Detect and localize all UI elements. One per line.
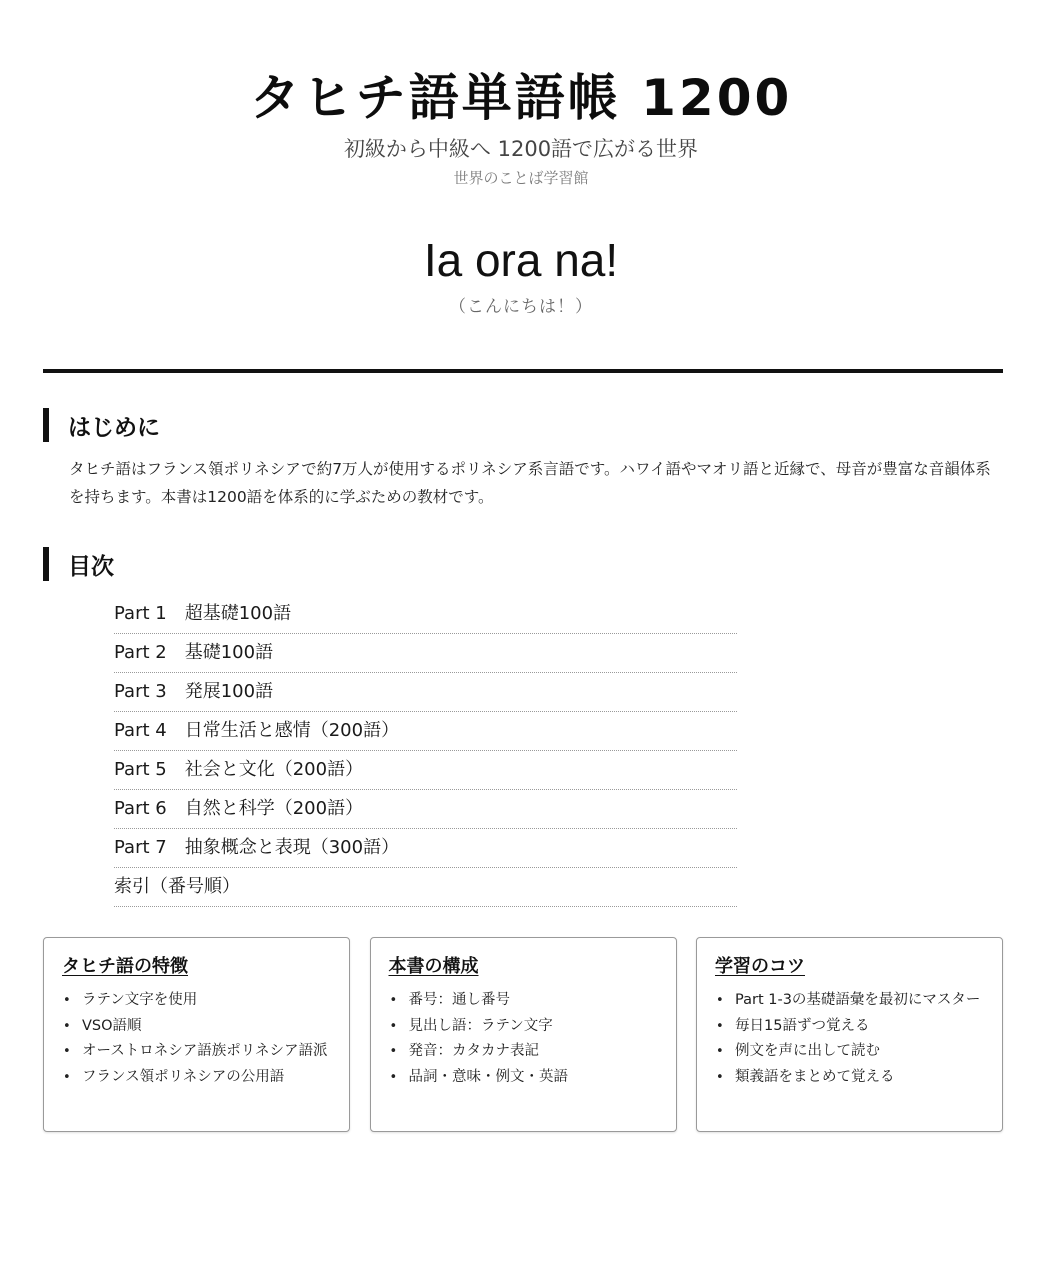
list-item: • Part 1-3の基礎語彙を最初にマスター xyxy=(715,988,988,1014)
list-item: • フランス領ポリネシアの公用語 xyxy=(62,1065,335,1091)
card-features xyxy=(43,937,350,1132)
toc-item-part-5[interactable]: Part 5 社会と文化（200語） xyxy=(114,752,737,790)
toc-item-part-4[interactable]: Part 4 日常生活と感情（200語） xyxy=(114,713,737,751)
list-item: • VSO語順 xyxy=(62,1014,335,1040)
greeting-translation: （こんにちは！） xyxy=(449,297,593,317)
heading-bar-icon xyxy=(43,408,49,442)
header-divider xyxy=(43,369,1003,373)
publisher-name: 世界のことば学習館 xyxy=(453,169,589,187)
card-structure-list xyxy=(389,988,662,1090)
card-features-list xyxy=(62,988,335,1090)
toc-item-part-2[interactable]: Part 2 基礎100語 xyxy=(114,635,737,673)
card-features-title: タヒチ語の特徴 xyxy=(62,956,188,977)
toc-item-part-1[interactable]: Part 1 超基礎100語 xyxy=(114,596,737,634)
card-structure-title: 本書の構成 xyxy=(388,956,479,977)
greeting-phrase: Ia ora na! xyxy=(423,234,619,286)
page-title: タヒチ語単語帳 1200 xyxy=(249,69,793,127)
list-item: • 例文を声に出して読む xyxy=(715,1039,988,1065)
toc-heading xyxy=(43,546,114,582)
card-structure xyxy=(370,937,677,1132)
list-item: • オーストロネシア語族ポリネシア語派 xyxy=(62,1039,335,1065)
title-block xyxy=(0,0,1042,320)
list-item: • 毎日15語ずつ覚える xyxy=(715,1014,988,1040)
list-item: • 番号：通し番号 xyxy=(389,988,662,1014)
list-item: • 見出し語：ラテン文字 xyxy=(389,1014,662,1040)
list-item: • 発音：カタカナ表記 xyxy=(389,1039,662,1065)
card-tips xyxy=(696,937,1003,1132)
page-subtitle: 初級から中級へ 1200語で広がる世界 xyxy=(343,137,699,161)
list-item: • 類義語をまとめて覚える xyxy=(715,1065,988,1091)
info-cards xyxy=(43,937,1003,1132)
toc-item-part-7[interactable]: Part 7 抽象概念と表現（300語） xyxy=(114,830,737,868)
heading-bar-icon xyxy=(43,547,49,581)
table-of-contents xyxy=(114,596,737,908)
toc-heading-label: 目次 xyxy=(68,553,114,580)
card-tips-list xyxy=(715,988,988,1090)
toc-item-part-3[interactable]: Part 3 発展100語 xyxy=(114,674,737,712)
intro-heading xyxy=(43,407,160,443)
list-item: • ラテン文字を使用 xyxy=(62,988,335,1014)
intro-paragraph: タヒチ語はフランス領ポリネシアで約7万人が使用するポリネシア系言語です。ハワイ語やマオリ語と近縁で、母音が豊富な音韻体系を持ちます。本書は1200語を体系的に学ぶための教材です。 xyxy=(69,460,991,506)
toc-item-index[interactable]: 索引（番号順） xyxy=(114,869,737,907)
intro-heading-label: はじめに xyxy=(68,414,160,441)
list-item: • 品詞・意味・例文・英語 xyxy=(389,1065,662,1091)
card-tips-title: 学習のコツ xyxy=(715,956,805,977)
toc-item-part-6[interactable]: Part 6 自然と科学（200語） xyxy=(114,791,737,829)
